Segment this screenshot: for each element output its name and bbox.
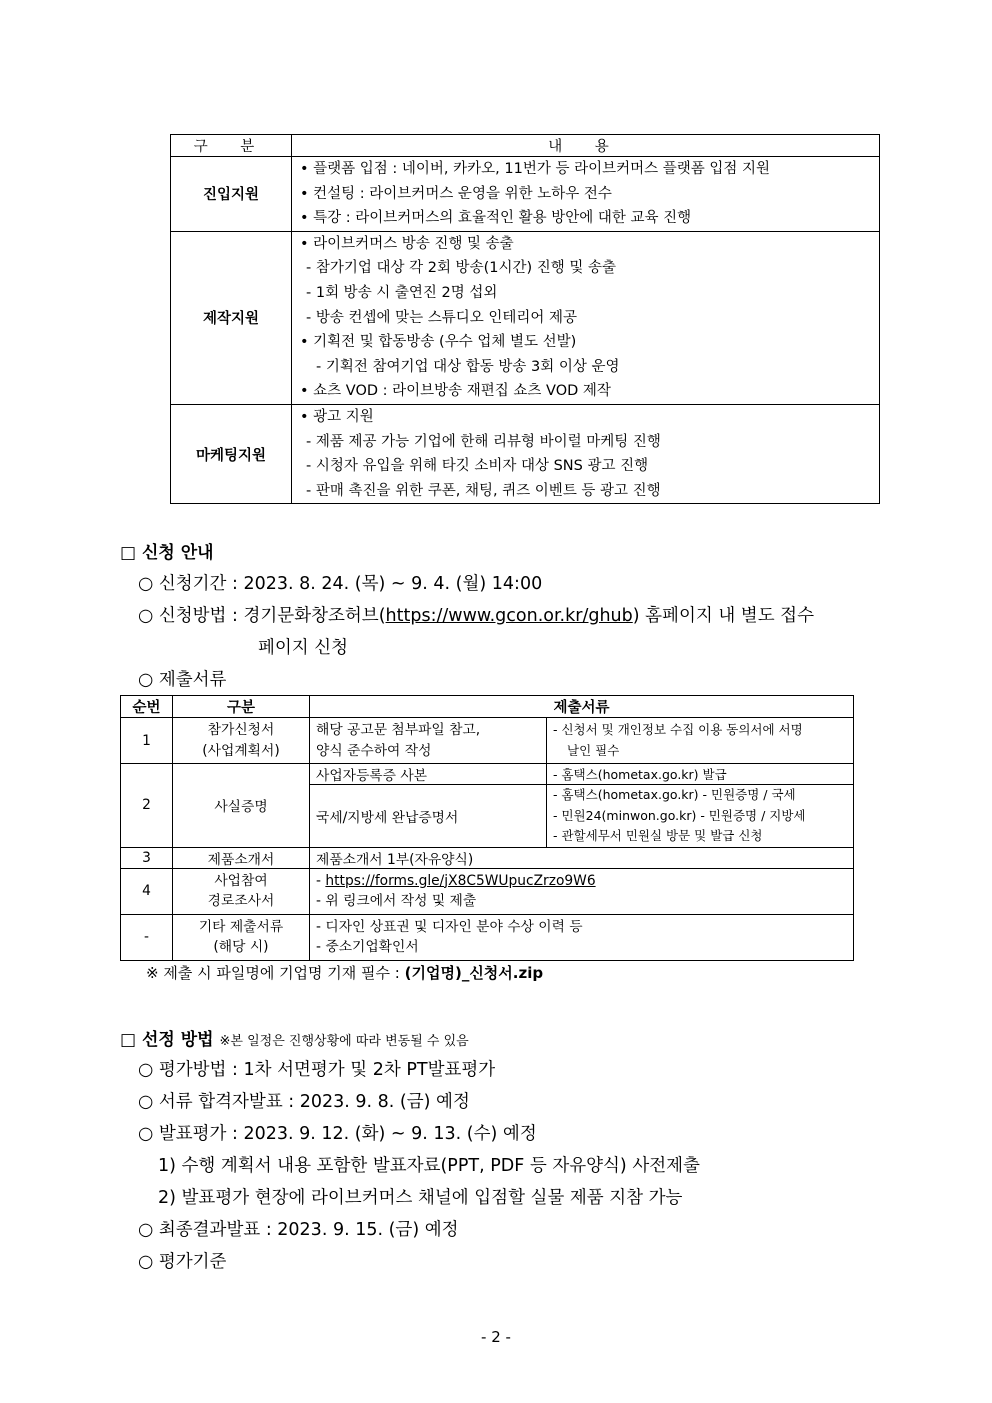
- row-number: 3: [121, 847, 173, 868]
- table-row: [121, 764, 854, 785]
- selection-heading-text: □ 선정 방법: [120, 1030, 214, 1050]
- survey-form-link[interactable]: https://forms.gle/jX8C5WUpucZrzo9W6: [325, 872, 596, 889]
- support-table: [170, 134, 880, 504]
- detail-line: - 민원24(minwon.go.kr) - 민원증명 / 지방세: [553, 807, 806, 823]
- type-line: (사업계획서): [202, 742, 280, 759]
- content-line: • 광고 지원: [300, 408, 374, 425]
- content-line: - 시청자 유입을 위해 타깃 소비자 대상 SNS 광고 진행: [306, 458, 649, 475]
- documents-table-header: [121, 696, 854, 718]
- row-category: 마케팅지원: [171, 404, 292, 503]
- detail-line: - 관할세무서 민원실 방문 및 발급 신청: [553, 828, 763, 843]
- docs-note-text: ※ 제출 시 파일명에 기업명 기재 필수 :: [146, 964, 405, 982]
- selection-heading: [120, 1025, 469, 1050]
- type-line: 사업참여: [214, 872, 268, 889]
- detail-line: - 신청서 및 개인정보 수집 이용 동의서에 서명: [553, 722, 803, 737]
- content-line: - 방송 컨셉에 맞는 스튜디오 인테리어 제공: [306, 309, 578, 326]
- row-detail: [547, 718, 854, 764]
- content-line: - 1회 방송 시 출연진 2명 섭외: [306, 284, 498, 301]
- row-type: [173, 914, 310, 960]
- table-row: [121, 868, 854, 914]
- docs-note-filename: (기업명)_신청서.zip: [404, 964, 544, 982]
- page-number: - 2 -: [481, 1328, 511, 1346]
- row-category: 진입지원: [171, 157, 292, 232]
- docs-note: [146, 962, 543, 983]
- doc-line: 해당 공고문 첨부파일 참고,: [316, 722, 481, 738]
- row-content: [292, 231, 880, 404]
- content-line: • 컨설팅 : 라이브커머스 운영을 위한 노하우 전수: [300, 185, 612, 202]
- row-type: 사실증명: [173, 764, 310, 848]
- table-row: [171, 231, 880, 404]
- doc-line: - 위 링크에서 작성 및 제출: [316, 893, 477, 909]
- method-prefix: ○ 신청방법 : 경기문화창조허브(: [138, 606, 386, 626]
- row-doc: 제품소개서 1부(자유양식): [310, 847, 854, 868]
- type-line: (해당 시): [213, 939, 269, 955]
- doc-line: 양식 준수하여 작성: [316, 742, 432, 759]
- row-category: 제작지원: [171, 231, 292, 404]
- row-number: 1: [121, 718, 173, 764]
- ghub-link[interactable]: https://www.gcon.or.kr/ghub: [385, 606, 633, 626]
- method-suffix: ) 홈페이지 내 별도 접수: [632, 606, 814, 626]
- content-line: - 기획전 참여기업 대상 합동 방송 3회 이상 운영: [316, 358, 620, 375]
- row-type: [173, 868, 310, 914]
- table-row: [121, 847, 854, 868]
- selection-heading-note: ※본 일정은 진행상황에 따라 변동될 수 있음: [219, 1034, 469, 1049]
- table-row: [121, 914, 854, 960]
- detail-line: 날인 필수: [567, 742, 620, 758]
- detail-line: - 홈택스(hometax.go.kr) - 민원증명 / 국세: [553, 787, 796, 802]
- row-type: 제품소개서: [173, 847, 310, 868]
- row-number: 4: [121, 868, 173, 914]
- docs-label: ○ 제출서류: [138, 670, 227, 690]
- support-table-header: [171, 135, 880, 157]
- table-row: [171, 157, 880, 232]
- row-doc: [310, 914, 854, 960]
- row-type: [173, 718, 310, 764]
- selection-subitem: 1) 수행 계획서 내용 포함한 발표자료(PPT, PDF 등 자유양식) 사전제출: [158, 1156, 700, 1176]
- row-doc: [310, 868, 854, 914]
- row-content: [292, 404, 880, 503]
- content-line: - 판매 촉진을 위한 쿠폰, 채팅, 퀴즈 이벤트 등 광고 진행: [306, 482, 661, 499]
- header-type: 구분: [173, 696, 310, 718]
- selection-subitem: 2) 발표평가 현장에 라이브커머스 채널에 입점할 실물 제품 지참 가능: [158, 1188, 683, 1208]
- content-line: • 기획전 및 합동방송 (우수 업체 별도 선발): [300, 334, 577, 351]
- application-method: [138, 602, 814, 627]
- content-line: - 참가기업 대상 각 2회 방송(1시간) 진행 및 송출: [306, 260, 616, 277]
- type-line: 기타 제출서류: [198, 918, 284, 935]
- application-method-line2: 페이지 신청: [258, 638, 349, 658]
- selection-item: ○ 평가기준: [138, 1252, 227, 1272]
- doc-line: - 디자인 상표권 및 디자인 분야 수상 이력 등: [316, 918, 583, 935]
- selection-item: ○ 평가방법 : 1차 서면평가 및 2차 PT발표평가: [138, 1060, 496, 1080]
- row-detail: [547, 785, 854, 848]
- header-documents: 제출서류: [310, 696, 854, 718]
- content-line: • 쇼츠 VOD : 라이브방송 재편집 쇼츠 VOD 제작: [300, 383, 611, 400]
- doc-line: - 중소기업확인서: [316, 939, 419, 955]
- header-category: 구 분: [171, 135, 292, 157]
- selection-item: ○ 발표평가 : 2023. 9. 12. (화) ~ 9. 13. (수) 예정: [138, 1124, 537, 1144]
- table-row: [171, 404, 880, 503]
- content-line: - 제품 제공 가능 기업에 한해 리뷰형 바이럴 마케팅 진행: [306, 433, 661, 450]
- content-line: • 플랫폼 입점 : 네이버, 카카오, 11번가 등 라이브커머스 플랫폼 입점 지원: [300, 161, 770, 177]
- application-period: ○ 신청기간 : 2023. 8. 24. (목) ~ 9. 4. (월) 14:00: [138, 574, 543, 594]
- selection-item: ○ 서류 합격자발표 : 2023. 9. 8. (금) 예정: [138, 1092, 470, 1112]
- documents-table: [120, 695, 854, 961]
- content-line: • 특강 : 라이브커머스의 효율적인 활용 방안에 대한 교육 진행: [300, 210, 692, 227]
- selection-item: ○ 최종결과발표 : 2023. 9. 15. (금) 예정: [138, 1220, 459, 1240]
- row-number: -: [121, 914, 173, 960]
- dash: -: [316, 872, 326, 889]
- type-line: 경로조사서: [207, 893, 275, 909]
- application-heading: □ 신청 안내: [120, 543, 214, 563]
- row-number: 2: [121, 764, 173, 848]
- type-line: 참가신청서: [207, 722, 275, 738]
- content-line: • 라이브커머스 방송 진행 및 송출: [300, 235, 514, 252]
- header-number: 순번: [121, 696, 173, 718]
- row-detail: - 홈택스(hometax.go.kr) 발급: [547, 764, 854, 785]
- header-content: 내 용: [292, 135, 880, 157]
- row-content: [292, 157, 880, 232]
- row-doc: [310, 718, 547, 764]
- table-row: [121, 718, 854, 764]
- row-doc: 사업자등록증 사본: [310, 764, 547, 785]
- row-doc: 국세/지방세 완납증명서: [310, 785, 547, 848]
